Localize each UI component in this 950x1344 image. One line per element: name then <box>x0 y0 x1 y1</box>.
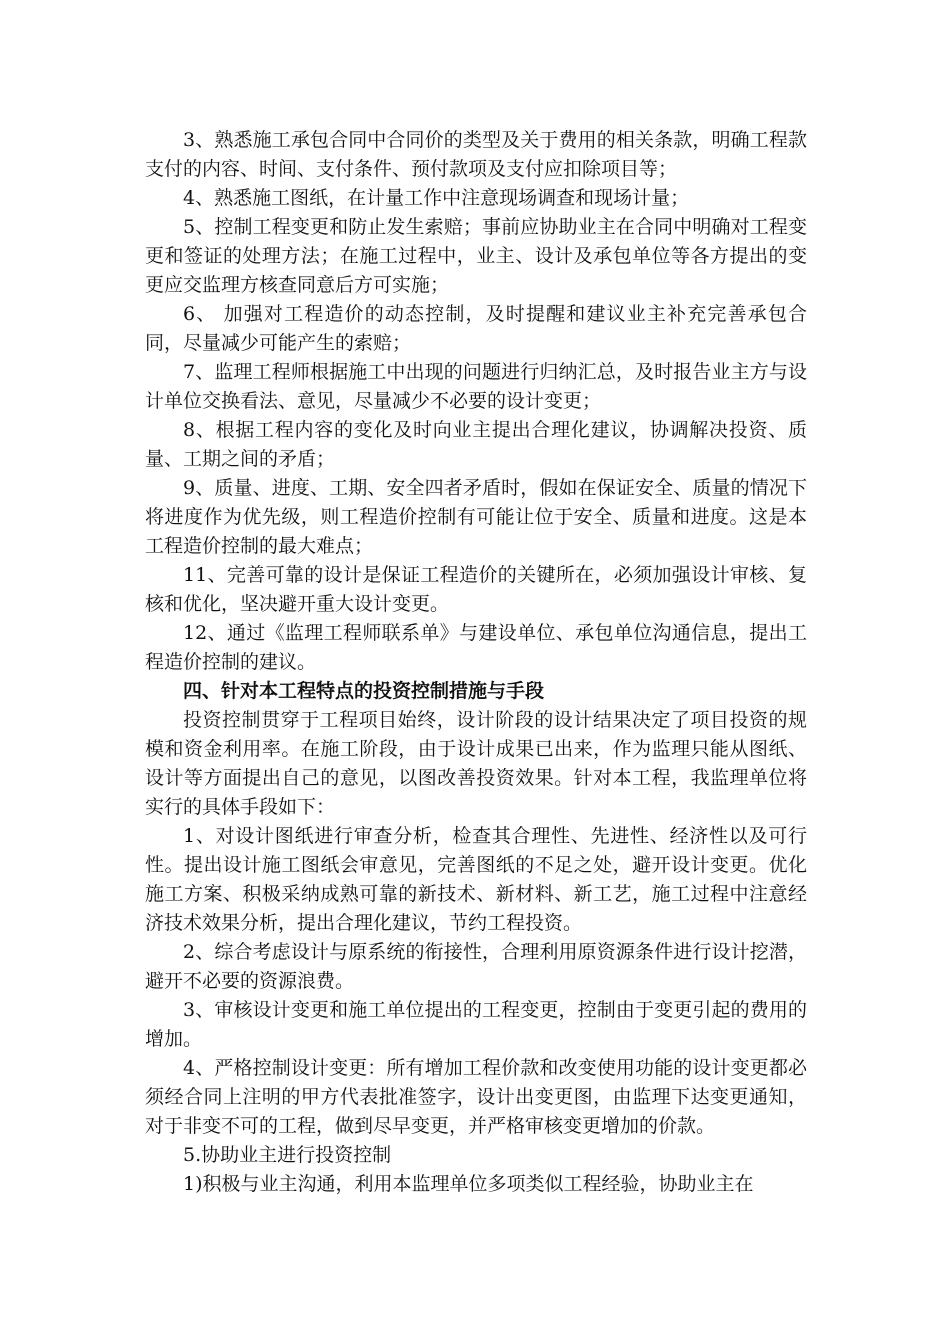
measure-item-1: 1、对设计图纸进行审查分析，检查其合理性、先进性、经济性以及可行性。提出设计施工图纸会审意见，完善图纸的不足之处，避开设计变更。优化施工方案、积极采纳成熟可靠的新技术、新材料、新工艺，施工过程中注意经济技术效果分析，提出合理化建议，节约工程投资。 <box>145 825 807 934</box>
paragraph-item-9: 9、质量、进度、工期、安全四者矛盾时，假如在保证安全、质量的情况下将进度作为优先级，则工程造价控制有可能让位于安全、质量和进度。这是本工程造价控制的最大难点； <box>145 477 807 557</box>
document-body <box>145 126 807 1199</box>
paragraph-item-7: 7、监理工程师根据施工中出现的问题进行归纳汇总，及时报告业主方与设计单位交换看法、意见，尽量减少不必要的设计变更； <box>145 361 807 412</box>
paragraph-item-6: 6、 加强对工程造价的动态控制，及时提醒和建议业主补充完善承包合同，尽量减少可能产生的索赔； <box>145 303 807 354</box>
paragraph-item-8: 8、根据工程内容的变化及时向业主提出合理化建议，协调解决投资、质量、工期之间的矛盾； <box>145 419 807 470</box>
paragraph-item-4: 4、熟悉施工图纸，在计量工作中注意现场调查和现场计量； <box>183 187 690 209</box>
measure-item-3: 3、审核设计变更和施工单位提出的工程变更，控制由于变更引起的费用的增加。 <box>145 999 807 1050</box>
measure-item-2: 2、综合考虑设计与原系统的衔接性，合理利用原资源条件进行设计挖潜，避开不必要的资源浪费。 <box>145 941 807 992</box>
paragraph-item-3: 3、熟悉施工承包合同中合同价的类型及关于费用的相关条款，明确工程款支付的内容、时间、支付条件、预付款项及支付应扣除项目等； <box>145 129 807 180</box>
section-heading: 四、针对本工程特点的投资控制措施与手段 <box>183 680 545 702</box>
section-intro-paragraph: 投资控制贯穿于工程项目始终，设计阶段的设计结果决定了项目投资的规模和资金利用率。在施工阶段，由于设计成果已出来，作为监理只能从图纸、设计等方面提出自己的意见，以图改善投资效果。针对本工程，我监理单位将实行的具体手段如下： <box>145 709 807 818</box>
measure-subitem-1: 1)积极与业主沟通，利用本监理单位多项类似工程经验，协助业主在 <box>183 1173 754 1195</box>
paragraph-item-11: 11、完善可靠的设计是保证工程造价的关键所在，必须加强设计审核、复核和优化，坚决避开重大设计变更。 <box>145 564 807 615</box>
measure-item-4: 4、严格控制设计变更：所有增加工程价款和改变使用功能的设计变更都必须经合同上注明的甲方代表批准签字，设计出变更图，由监理下达变更通知，对于非变不可的工程，做到尽早变更，并严格审核变更增加的价款。 <box>145 1057 807 1137</box>
paragraph-item-12: 12、通过《监理工程师联系单》与建设单位、承包单位沟通信息，提出工程造价控制的建议。 <box>145 622 807 673</box>
paragraph-item-5: 5、控制工程变更和防止发生索赔；事前应协助业主在合同中明确对工程变更和签证的处理方法；在施工过程中，业主、设计及承包单位等各方提出的变更应交监理方核查同意后方可实施； <box>145 216 807 296</box>
measure-item-5-title: 5.协助业主进行投资控制 <box>183 1144 392 1166</box>
